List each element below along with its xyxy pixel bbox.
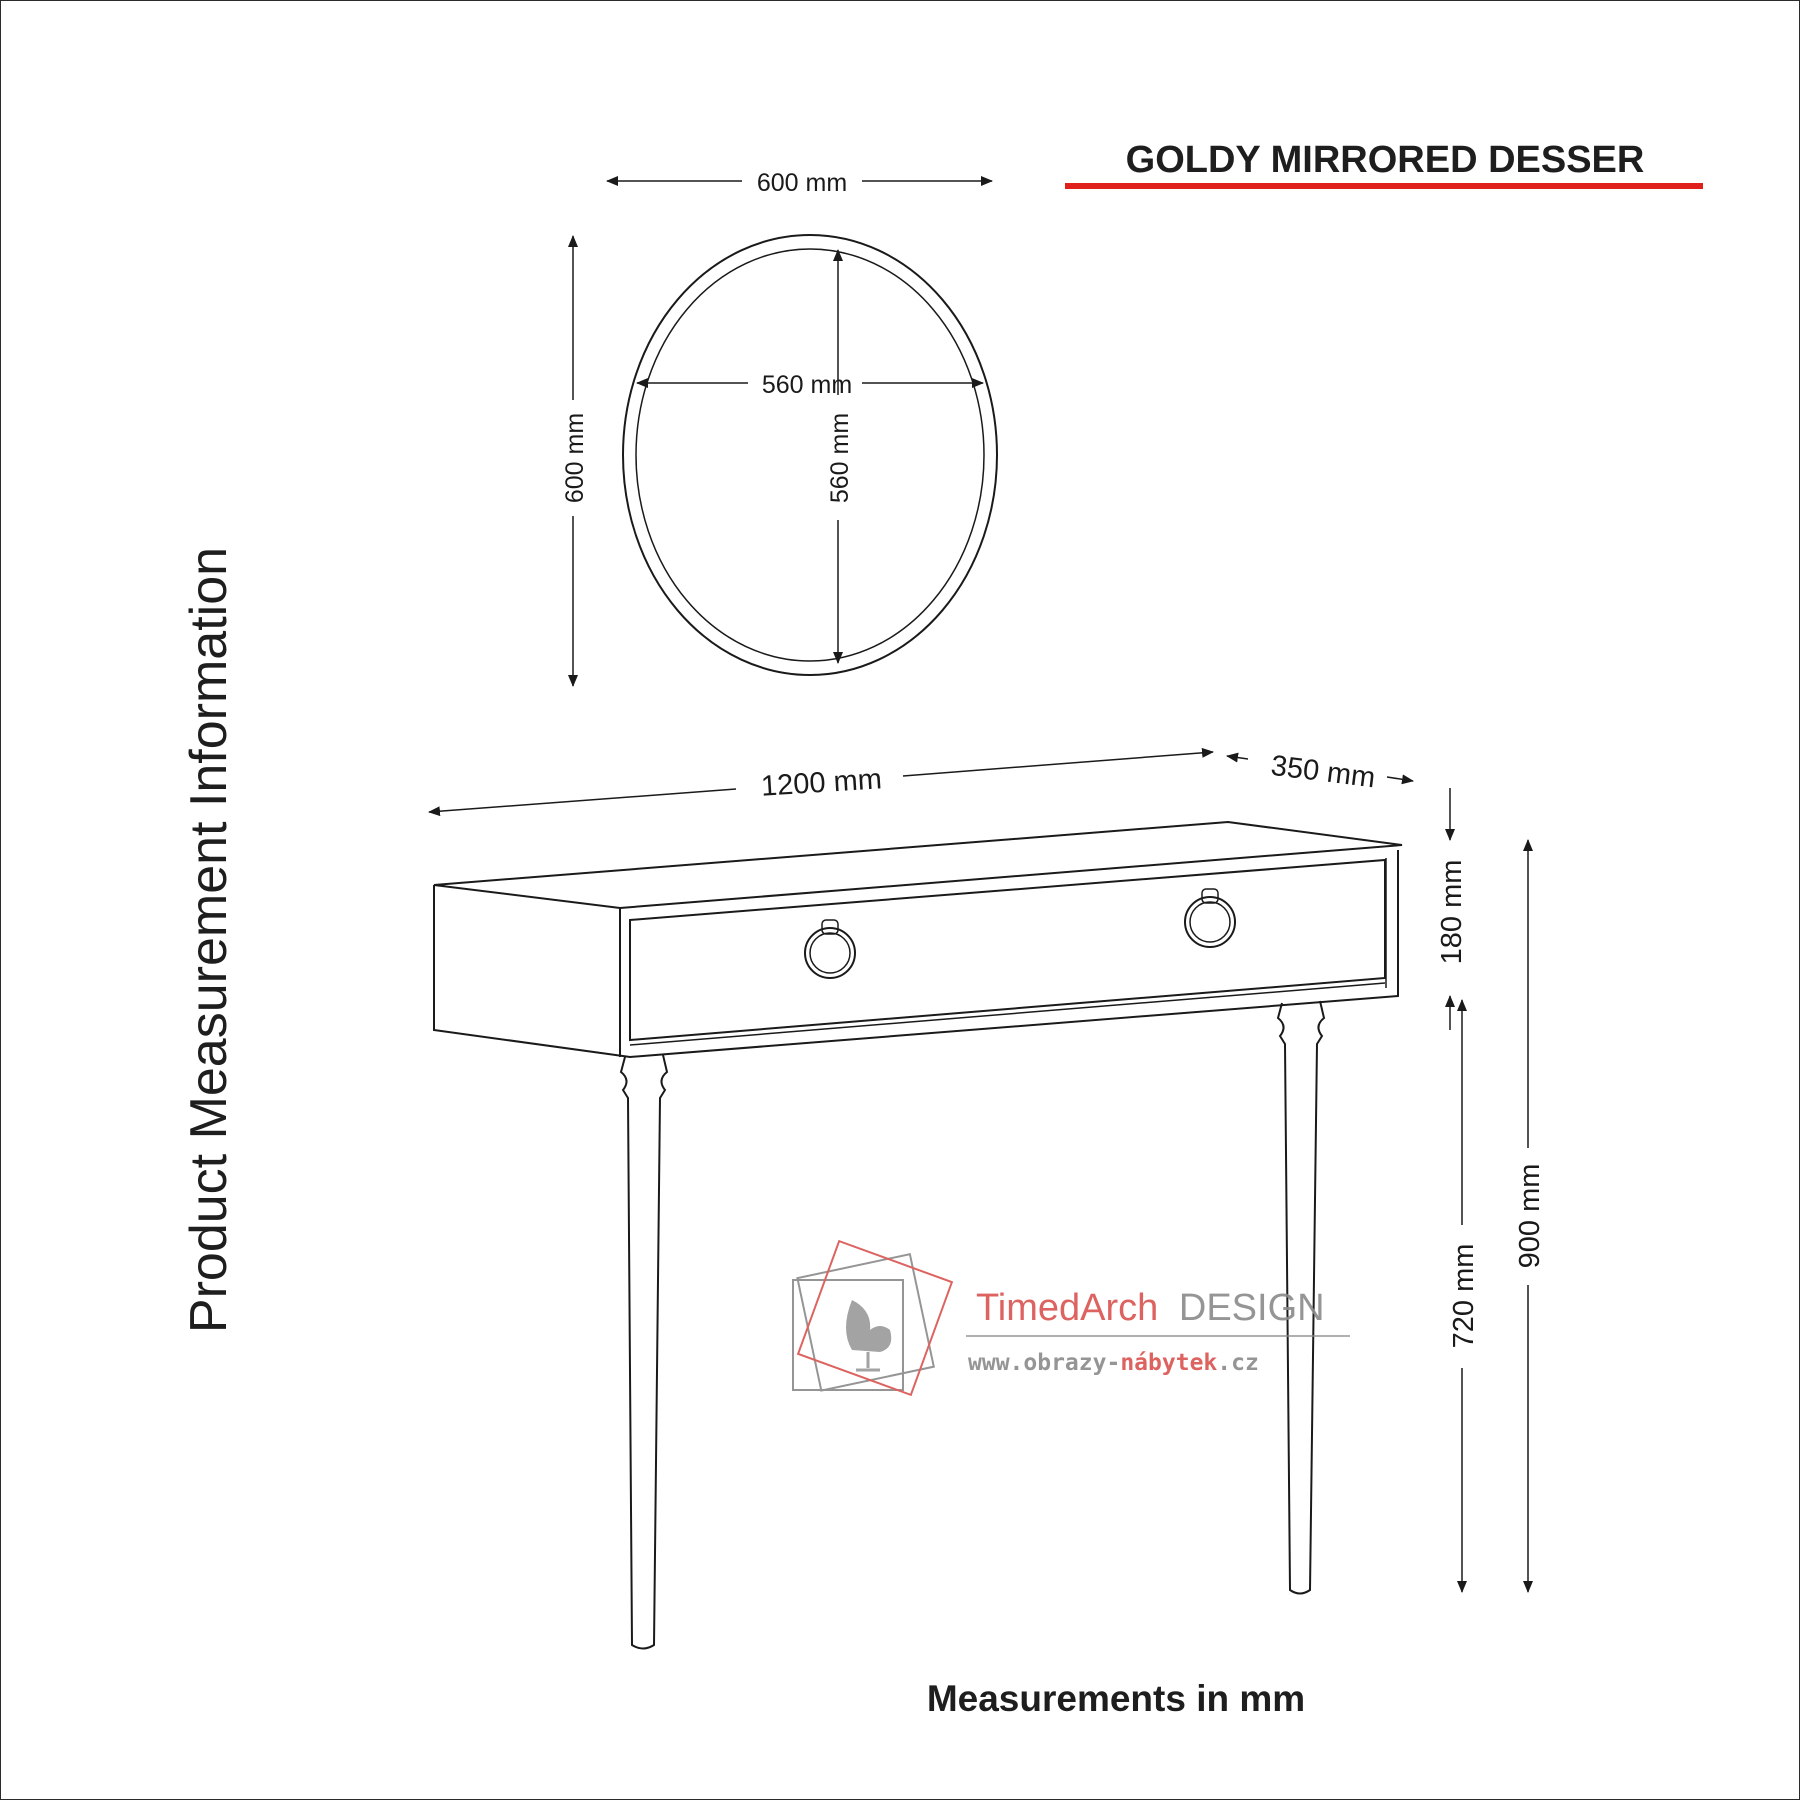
- length-arrow-right: [903, 752, 1213, 776]
- mirror-drawing: [623, 235, 997, 675]
- mirror-outer-height-label: 600 mm: [561, 412, 589, 504]
- total-height-label: 900 mm: [1514, 1163, 1546, 1269]
- drawer-handle-right: [1185, 889, 1235, 947]
- mirror-inner-height-label: 560 mm: [826, 412, 854, 504]
- depth-arrow-right: [1387, 777, 1413, 781]
- drawer-height-label: 180 mm: [1436, 859, 1468, 965]
- side-label: Product Measurement Information: [180, 546, 238, 1334]
- watermark-brand: TimedArch DESIGN: [976, 1287, 1325, 1329]
- watermark-url: www.obrazy-nábytek.cz: [968, 1350, 1259, 1376]
- leg-height-label: 720 mm: [1448, 1243, 1480, 1349]
- length-label: 1200 mm: [760, 763, 883, 803]
- mirror-inner-width-label: 560 mm: [761, 371, 853, 399]
- leg-left: [621, 1055, 667, 1649]
- drawer-handle-left: [805, 920, 855, 978]
- depth-arrow-left: [1227, 756, 1248, 759]
- title-underline: [1065, 183, 1703, 189]
- product-title: GOLDY MIRRORED DESSER: [1125, 139, 1645, 181]
- length-arrow-left: [429, 789, 736, 812]
- mirror-outer-width-label: 600 mm: [756, 169, 848, 197]
- watermark-logo: [793, 1241, 952, 1395]
- watermark: [793, 1241, 1350, 1395]
- footer-note: Measurements in mm: [926, 1678, 1306, 1719]
- dresser-drawing: [434, 822, 1402, 1649]
- depth-label: 350 mm: [1269, 749, 1378, 795]
